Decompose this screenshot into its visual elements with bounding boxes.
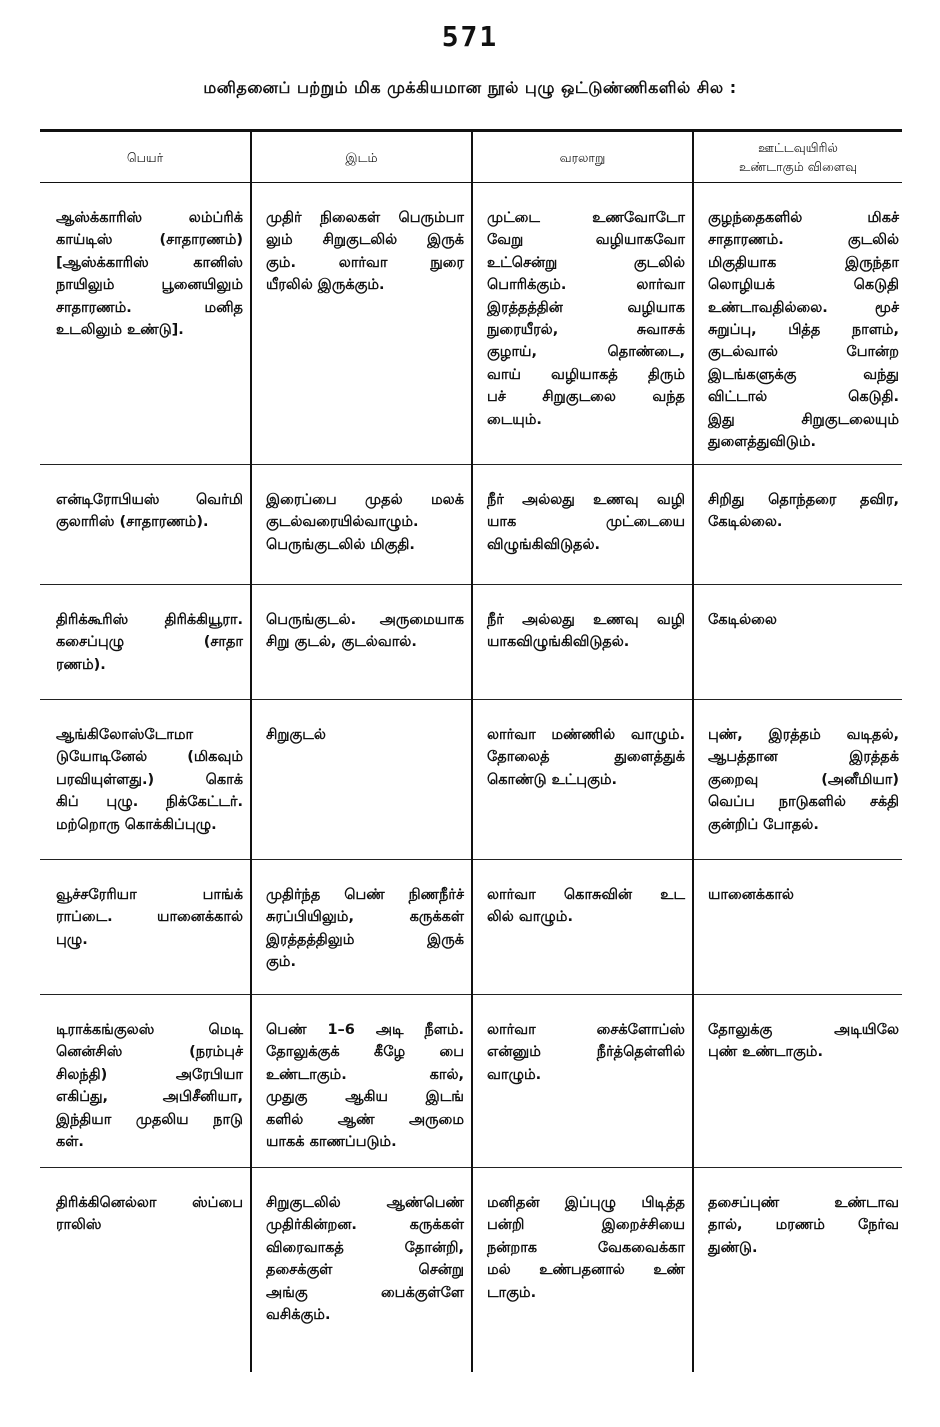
cell-line: வேறு வழியாகவோ (487, 232, 685, 249)
header-cell-name (40, 131, 251, 183)
cell-effect (693, 860, 902, 995)
cell-line: இரத்தத்தின் வழியாக (487, 299, 685, 316)
cell-line: டுயோடினேல் (மிகவும் (56, 749, 243, 766)
cell-history (472, 183, 693, 465)
cell-line: காய்டிஸ் (சாதாரணம்) (56, 232, 243, 249)
cell-name (40, 183, 251, 465)
cell-line: குலாரிஸ் (சாதாரணம்). (56, 514, 209, 531)
cell-line: என்டிரோபியஸ் வெர்மி (56, 492, 243, 508)
cell-line: யாகக் காணப்படும். (266, 1134, 397, 1151)
cell-line: முதிர்ந்த பெண் நிணநீர்ச் (266, 887, 464, 903)
table-header-row (40, 131, 902, 183)
cell-line: நீர் அல்லது உணவு வழி (487, 612, 685, 628)
cell-line: தோலுக்கு அடியிலே (708, 1022, 899, 1038)
cell-line: டாகும். (487, 1284, 537, 1301)
cell-line: கசைப்புழு (சாதா (56, 634, 243, 651)
cell-line: உண்டாகும். கால், (266, 1066, 464, 1083)
cell-line: சிலந்தி) அரேபியா (56, 1066, 243, 1083)
cell-place (251, 585, 472, 700)
cell-line: இது சிறுகுடலையும் (708, 411, 899, 428)
cell-line: ரணம்). (56, 656, 106, 673)
header-line: ஊட்டவுயிரில் (758, 140, 838, 155)
cell-line: சுறுப்பு, பித்த நாளம், (708, 322, 899, 339)
table-row (40, 860, 902, 995)
cell-name (40, 700, 251, 860)
cell-line: தால், மரணம் நேர்வ (708, 1217, 899, 1234)
cell-effect (693, 585, 902, 700)
cell-line: புண், இரத்தம் வடிதல், (708, 727, 899, 743)
cell-name (40, 465, 251, 585)
cell-history (472, 860, 693, 995)
cell-line: கும். லார்வா நுரை (266, 254, 464, 271)
cell-line: வூச்சரேரியா பாங்க் (56, 887, 243, 903)
table-row (40, 995, 902, 1168)
cell-line: மல் உண்பதனால் உண் (487, 1262, 685, 1279)
cell-line: யாக முட்டையை (487, 514, 685, 531)
cell-line: கள். (56, 1134, 84, 1151)
cell-line: பச் சிறுகுடலை வந்த (487, 389, 685, 406)
table-row (40, 700, 902, 860)
cell-effect (693, 995, 902, 1168)
cell-line: குடல்வரையில்வாழும். (266, 514, 419, 531)
cell-line: ராலிஸ் (56, 1217, 102, 1234)
cell-place (251, 465, 472, 585)
cell-line: வாய் வழியாகத் திரும் (487, 366, 685, 383)
cell-line: னென்சிஸ் (நரம்புச் (56, 1044, 243, 1061)
table-row (40, 1168, 902, 1372)
cell-line: லில் வாழும். (487, 909, 573, 926)
cell-line: இரைப்பை முதல் மலக் (266, 492, 464, 508)
cell-line: ஆங்கிலோஸ்டோமா (56, 727, 194, 743)
header-cell-history (472, 131, 693, 183)
cell-line: சிறிது தொந்தரை தவிர, (708, 492, 899, 508)
cell-name (40, 585, 251, 700)
cell-line: துளைத்துவிடும். (708, 434, 817, 451)
cell-line: கேடில்லை. (708, 514, 783, 531)
cell-line: வசிக்கும். (266, 1307, 331, 1324)
cell-line: முட்டை உணவோடோ (487, 210, 685, 226)
cell-line: புண் உண்டாகும். (708, 1044, 823, 1061)
header-line: வரலாறு (559, 149, 606, 165)
cell-line: என்னும் நீர்த்தெள்ளில் (487, 1044, 685, 1061)
cell-place (251, 1168, 472, 1372)
cell-line: லார்வா சைக்ளோப்ஸ் (487, 1022, 685, 1038)
cell-line: டிராக்கங்குலஸ் மெடி (56, 1022, 243, 1038)
cell-line: மனிதன் இப்புழு பிடித்த (487, 1195, 685, 1211)
cell-line: மற்றொரு கொக்கிப்புழு. (56, 816, 217, 833)
cell-line: பெருங்குடலில் மிகுதி. (266, 536, 415, 553)
cell-line: சாதாரணம். மனித (56, 299, 243, 316)
cell-name (40, 860, 251, 995)
page-title: மனிதனைப் பற்றும் மிக முக்கியமான நூல் புழு ஒட்டுண்ணிகளில் சில : (203, 78, 737, 97)
cell-effect (693, 700, 902, 860)
cell-history (472, 1168, 693, 1372)
cell-line: வாழும். (487, 1066, 542, 1083)
table-row (40, 585, 902, 700)
cell-place (251, 183, 472, 465)
cell-line: முதிர் நிலைகள் பெரும்பா (266, 210, 464, 226)
table-row (40, 183, 902, 465)
cell-line: உட்சென்று குடலில் (487, 254, 685, 271)
cell-line: களில் ஆண் அருமை (266, 1111, 464, 1128)
cell-line: லார்வா மண்ணில் வாழும். (487, 727, 685, 743)
cell-place (251, 860, 472, 995)
cell-line: வெப்ப நாடுகளில் சக்தி (708, 794, 899, 811)
cell-line: பொரிக்கும். லார்வா (487, 277, 685, 294)
cell-effect (693, 183, 902, 465)
cell-history (472, 465, 693, 585)
cell-place (251, 700, 472, 860)
cell-line: இந்தியா முதலிய நாடு (56, 1111, 243, 1128)
cell-line: எகிப்து, அபிசீனியா, (56, 1089, 243, 1106)
cell-line: விட்டால் கெடுதி. (708, 389, 899, 406)
cell-line: நாயிலும் பூனையிலும் (56, 277, 243, 294)
cell-line: துண்டு. (708, 1239, 758, 1256)
cell-history (472, 995, 693, 1168)
cell-line: நன்றாக வேகவைக்கா (487, 1239, 685, 1256)
cell-line: இடங்களுக்கு வந்து (708, 366, 899, 383)
cell-line: உடலிலும் உண்டு]. (56, 322, 184, 339)
cell-line: பெருங்குடல். அருமையாக (266, 612, 464, 628)
cell-line: யாகவிழுங்கிவிடுதல். (487, 634, 630, 651)
cell-line: யானைக்கால் (708, 887, 794, 903)
cell-line: புழு. (56, 931, 88, 948)
cell-line: நீர் அல்லது உணவு வழி (487, 492, 685, 508)
cell-line: அங்கு பைக்குள்ளே (266, 1284, 464, 1301)
cell-line: தசைக்குள் சென்று (266, 1262, 464, 1279)
table-row (40, 465, 902, 585)
cell-history (472, 700, 693, 860)
cell-name (40, 1168, 251, 1372)
cell-line: லும் சிறுகுடலில் இருக் (266, 232, 464, 249)
cell-line: திரிக்கினெல்லா ஸ்ப்பை (56, 1195, 243, 1211)
table-body (40, 183, 902, 1372)
cell-line: குழாய், தொண்டை, (487, 344, 685, 361)
cell-line: குடல்வால் போன்ற (708, 344, 899, 361)
cell-line: உண்டாவதில்லை. மூச் (708, 299, 899, 316)
cell-line: இரத்தத்திலும் இருக் (266, 931, 464, 948)
header-line: உண்டாகும் விளைவு (738, 159, 858, 174)
cell-line: கொண்டு உட்புகும். (487, 771, 618, 788)
cell-line: விழுங்கிவிடுதல். (487, 536, 600, 553)
cell-line: விரைவாகத் தோன்றி, (266, 1239, 464, 1256)
cell-line: பெண் 1–6 அடி நீளம். (266, 1022, 464, 1038)
cell-line: லார்வா கொசுவின் உட (487, 887, 685, 903)
cell-line: சாதாரணம். குடலில் (708, 232, 899, 249)
table-header (40, 131, 902, 183)
cell-line: ஆஸ்க்காரிஸ் லம்ப்ரிக் (56, 210, 243, 226)
cell-line: தோலைத் துளைத்துக் (487, 749, 685, 766)
cell-line: முதிர்கின்றன. கருக்கள் (266, 1217, 464, 1234)
cell-place (251, 995, 472, 1168)
cell-line: குறைவு (அனீமியா) (708, 771, 899, 788)
page-number: 571 (441, 20, 499, 53)
header-cell-place (251, 131, 472, 183)
header-line: இடம் (345, 149, 378, 165)
cell-effect (693, 1168, 902, 1372)
cell-line: குன்றிப் போதல். (708, 816, 819, 833)
cell-line: கிப் புழு. நிக்கேட்டர். (56, 794, 243, 811)
cell-line: சிறுகுடல் (266, 727, 326, 743)
cell-line: பரவியுள்ளது.) கொக் (56, 771, 243, 788)
cell-line: தசைப்புண் உண்டாவ (708, 1195, 899, 1211)
cell-line: [ஆஸ்க்காரிஸ் கானிஸ் (56, 254, 243, 271)
header-cell-effect (693, 131, 902, 183)
cell-line: மிகுதியாக இருந்தா (708, 254, 899, 271)
cell-line: குழந்தைகளில் மிகச் (708, 210, 899, 226)
cell-line: ஆபத்தான இரத்தக் (708, 749, 899, 766)
cell-line: கேடில்லை (708, 612, 777, 628)
cell-line: திரிக்கூரிஸ் திரிக்கியூரா. (56, 612, 243, 628)
header-line: பெயர் (126, 149, 164, 165)
cell-name (40, 995, 251, 1168)
cell-line: டையும். (487, 411, 542, 428)
cell-line: சுரப்பியிலும், கருக்கள் (266, 909, 464, 926)
cell-line: நுரையீரல், சுவாசக் (487, 322, 685, 339)
cell-line: தோலுக்குக் கீழே பை (266, 1044, 464, 1061)
cell-effect (693, 465, 902, 585)
cell-line: ராப்டை. யானைக்கால் (56, 909, 243, 926)
cell-line: கும். (266, 954, 296, 971)
cell-line: யீரலில் இருக்கும். (266, 277, 385, 294)
cell-line: சிறுகுடலில் ஆண்பெண் (266, 1195, 464, 1211)
parasite-table (40, 129, 902, 1372)
cell-history (472, 585, 693, 700)
cell-line: முதுகு ஆகிய இடங் (266, 1089, 464, 1106)
cell-line: லொழியக் கெடுதி (708, 277, 899, 294)
cell-line: பன்றி இறைச்சியை (487, 1217, 685, 1234)
cell-line: சிறு குடல், குடல்வால். (266, 634, 417, 651)
